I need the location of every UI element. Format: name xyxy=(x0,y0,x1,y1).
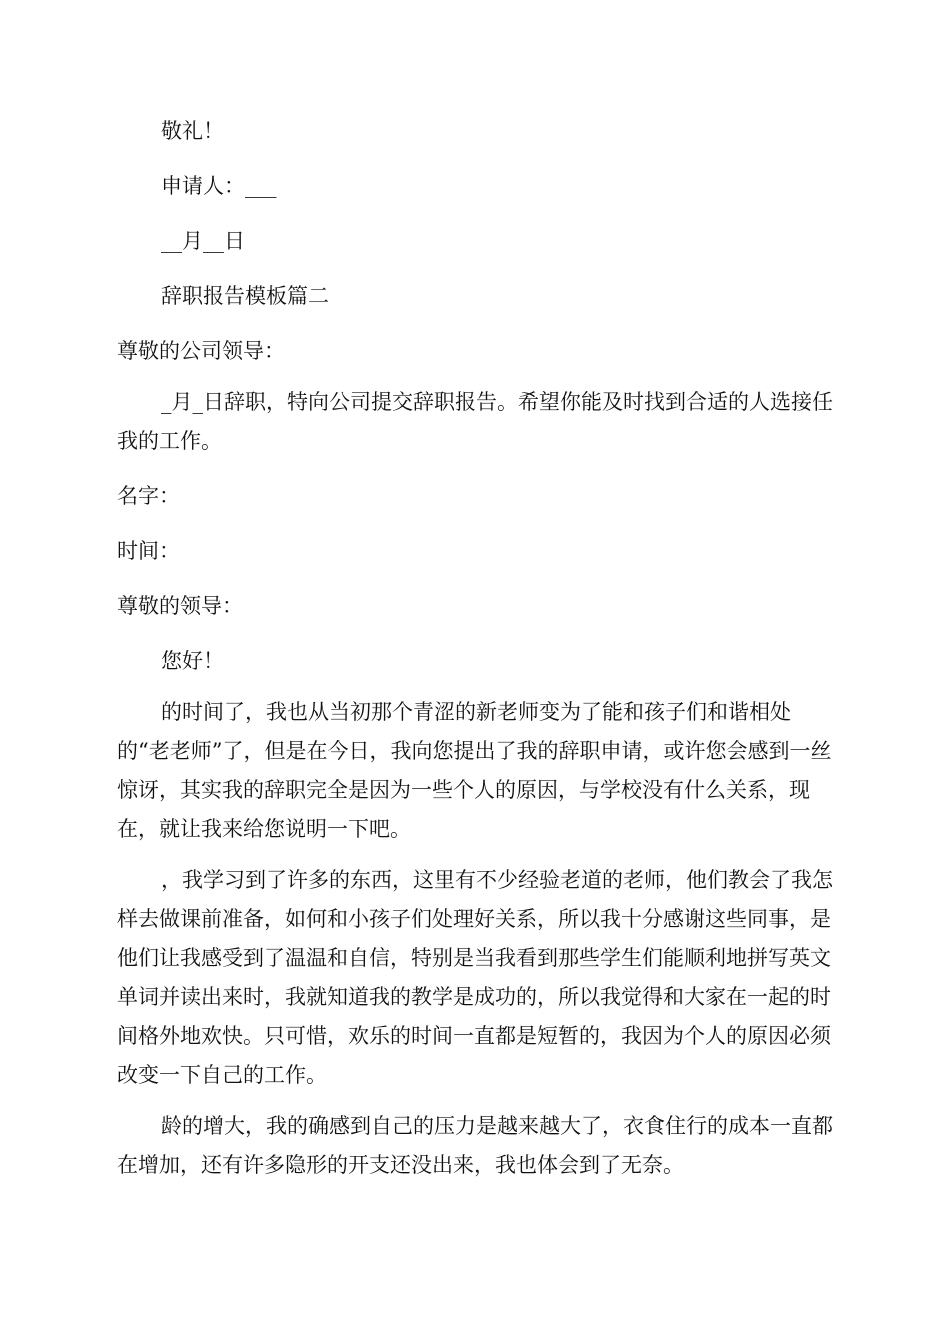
closing-salutation: 敬礼！ xyxy=(161,119,224,143)
hello-line: 您好！ xyxy=(161,649,224,673)
resignation-notice-paragraph: _月_日辞职，特向公司提交辞职报告。希望你能及时找到合适的人选接任我的工作。 xyxy=(117,390,833,453)
section-title: 辞职报告模板篇二 xyxy=(161,284,329,308)
name-line: 名字： xyxy=(117,484,180,508)
body-paragraph-1: 的时间了，我也从当初那个青涩的新老师变为了能和孩子们和谐相处的“老老师”了，但是在今日，我向您提出了我的辞职申请，或许您会感到一丝惊讶，其实我的辞职完全是因为一些个人的原因，与学校没有什么关系，现在，就让我来给您说明一下吧。 xyxy=(117,700,832,841)
applicant-line: 申请人：___ xyxy=(161,174,277,198)
body-paragraph-3: 龄的增大，我的确感到自己的压力是越来越大了，衣食住行的成本一直都在增加，还有许多隐形的开支还没出来，我也体会到了无奈。 xyxy=(117,1114,833,1177)
greeting-company-leaders: 尊敬的公司领导： xyxy=(117,339,285,363)
date-line: __月__日 xyxy=(161,229,245,253)
body-paragraph-2: ，我学习到了许多的东西，这里有不少经验老道的老师，他们教会了我怎样去做课前准备，如何和小孩子们处理好关系，所以我十分感谢这些同事，是他们让我感受到了温温和自信，特别是当我看到那些学生们能顺利地拼写英文单词并读出来时，我就知道我的教学是成功的，所以我觉得和大家在一起的时间格外地欢快。只可惜，欢乐的时间一直都是短暂的，我因为个人的原因必须改变一下自己的工作。 xyxy=(117,868,833,1087)
time-line: 时间： xyxy=(117,539,180,563)
greeting-leader: 尊敬的领导： xyxy=(117,594,243,618)
